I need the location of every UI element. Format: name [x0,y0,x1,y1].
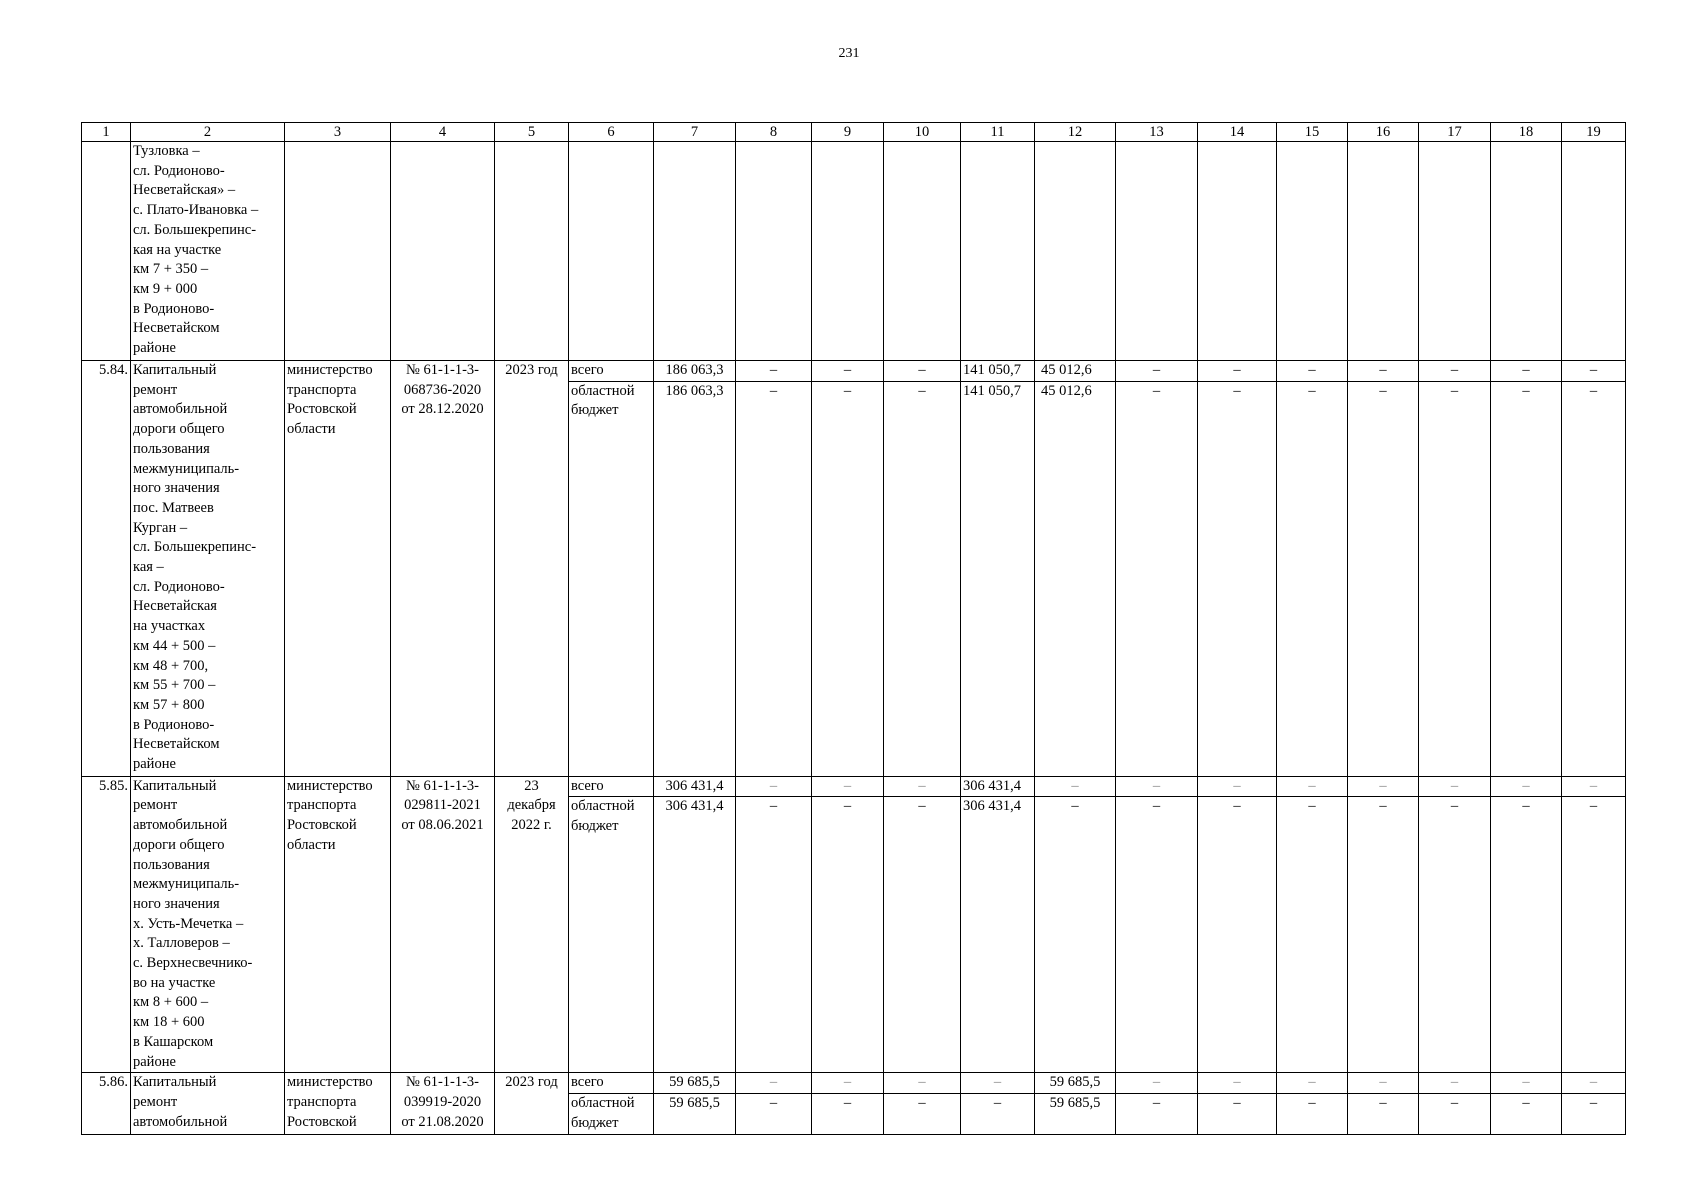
year-value: – [1116,797,1198,1073]
year-value: – [1348,1094,1419,1134]
year-value: – [1562,381,1626,776]
year-value: – [961,1094,1035,1134]
year-value: 306 431,4 [961,797,1035,1073]
completion-date: 2023 год [495,1073,569,1134]
column-header: 19 [1562,123,1626,142]
column-header: 17 [1419,123,1491,142]
funding-source: областной бюджет [569,797,654,1073]
year-value: – [736,1073,812,1094]
page-number: 231 [838,46,860,61]
year-value: – [884,797,961,1073]
year-value: – [736,776,812,797]
year-value: – [1277,361,1348,382]
year-value: 141 050,7 [961,361,1035,382]
year-value: – [1419,381,1491,776]
year-value: – [1277,1073,1348,1094]
entry-number: 5.84. [82,361,131,777]
year-value: – [812,361,884,382]
year-value: – [1277,1094,1348,1134]
document-ref: № 61-1-1-3- 068736-2020 от 28.12.2020 [391,361,495,777]
total-amount: 59 685,5 [654,1073,736,1094]
column-header: 14 [1198,123,1277,142]
year-value: – [1491,381,1562,776]
column-header: 18 [1491,123,1562,142]
customer: министерство транспорта Ростовской области [285,776,391,1073]
year-value: – [1035,797,1116,1073]
year-value: 141 050,7 [961,381,1035,776]
year-value: – [1562,1073,1626,1094]
completion-date: 2023 год [495,361,569,777]
year-value: – [1035,776,1116,797]
year-value: – [1491,1073,1562,1094]
column-header: 7 [654,123,736,142]
column-header: 8 [736,123,812,142]
year-value: – [884,381,961,776]
column-header: 1 [82,123,131,142]
year-value: – [812,776,884,797]
year-value: – [1116,1094,1198,1134]
column-header: 12 [1035,123,1116,142]
table-row [82,1073,1626,1094]
year-value: – [1419,1094,1491,1134]
year-value: – [1491,1094,1562,1134]
year-value: – [884,1073,961,1094]
document-ref: № 61-1-1-3- 039919-2020 от 21.08.2020 [391,1073,495,1134]
budget-table [81,122,1626,1135]
total-amount: 186 063,3 [654,361,736,382]
object-name: Капитальный ремонт автомобильной [131,1073,285,1134]
customer: министерство транспорта Ростовской [285,1073,391,1134]
year-value: – [812,1073,884,1094]
completion-date: 23 декабря 2022 г. [495,776,569,1073]
object-name: Капитальный ремонт автомобильной дороги общего пользования межмуниципаль- ного значения пос. Матвеев Курган – сл. Большекрепинс- кая – сл. Родионово- Несветайская на участках км 44 + 500 – км 48 + 700, км 55 + 700 – км 57 + 800 в Родионово- Несветайском районе [131,361,285,777]
table-row [82,361,1626,382]
year-value: – [812,1094,884,1134]
column-header: 13 [1116,123,1198,142]
year-value: 45 012,6 [1035,381,1116,776]
year-value: – [736,1094,812,1134]
column-header: 10 [884,123,961,142]
year-value: – [736,797,812,1073]
year-value: – [1198,361,1277,382]
object-name: Капитальный ремонт автомобильной дороги общего пользования межмуниципаль- ного значения х. Усть-Мечетка – х. Талловеров – с. Верхнесвечнико- во на участке км 8 + 600 – км 18 + 600 в Кашарском районе [131,776,285,1073]
column-header: 5 [495,123,569,142]
funding-source: всего [569,361,654,382]
year-value: – [1116,1073,1198,1094]
year-value: – [1116,381,1198,776]
year-value: – [1116,361,1198,382]
object-name: Тузловка – сл. Родионово- Несветайская» – с. Плато-Ивановка – сл. Большекрепинс- кая на участке км 7 + 350 – км 9 + 000 в Родионово- Несветайском районе [131,142,285,361]
table-row [82,776,1626,797]
year-value: – [1562,1094,1626,1134]
year-value: – [884,776,961,797]
column-header: 2 [131,123,285,142]
year-value: – [1198,776,1277,797]
year-value: – [1277,381,1348,776]
year-value: – [1491,776,1562,797]
funding-source: всего [569,1073,654,1094]
column-header: 3 [285,123,391,142]
year-value: – [884,1094,961,1134]
funding-source: всего [569,776,654,797]
year-value: – [1277,776,1348,797]
year-value: – [1198,381,1277,776]
year-value: – [1562,797,1626,1073]
total-amount: 306 431,4 [654,797,736,1073]
year-value: – [1348,381,1419,776]
column-header: 4 [391,123,495,142]
column-header: 9 [812,123,884,142]
year-value: 59 685,5 [1035,1073,1116,1094]
year-value: – [961,1073,1035,1094]
year-value: – [1419,776,1491,797]
column-header: 16 [1348,123,1419,142]
year-value: – [812,797,884,1073]
year-value: – [884,361,961,382]
year-value: – [1348,361,1419,382]
continuation-row [82,142,1626,361]
year-value: – [1198,1073,1277,1094]
funding-source: областной бюджет [569,381,654,776]
column-header: 6 [569,123,654,142]
year-value: – [1562,361,1626,382]
year-value: – [1419,361,1491,382]
entry-number: 5.85. [82,776,131,1073]
document-ref: № 61-1-1-3- 029811-2021 от 08.06.2021 [391,776,495,1073]
total-amount: 59 685,5 [654,1094,736,1134]
total-amount: 306 431,4 [654,776,736,797]
year-value: 45 012,6 [1035,361,1116,382]
year-value: 306 431,4 [961,776,1035,797]
year-value: – [1348,1073,1419,1094]
year-value: – [736,361,812,382]
year-value: – [736,381,812,776]
entry-number: 5.86. [82,1073,131,1134]
year-value: – [1419,797,1491,1073]
year-value: – [1198,797,1277,1073]
year-value: 59 685,5 [1035,1094,1116,1134]
year-value: – [1348,797,1419,1073]
column-header: 15 [1277,123,1348,142]
year-value: – [1491,361,1562,382]
year-value: – [1348,776,1419,797]
column-header: 11 [961,123,1035,142]
year-value: – [1277,797,1348,1073]
year-value: – [1116,776,1198,797]
year-value: – [1198,1094,1277,1134]
year-value: – [812,381,884,776]
year-value: – [1562,776,1626,797]
customer: министерство транспорта Ростовской области [285,361,391,777]
year-value: – [1491,797,1562,1073]
year-value: – [1419,1073,1491,1094]
funding-source: областной бюджет [569,1094,654,1134]
total-amount: 186 063,3 [654,381,736,776]
column-number-row [82,123,1626,142]
